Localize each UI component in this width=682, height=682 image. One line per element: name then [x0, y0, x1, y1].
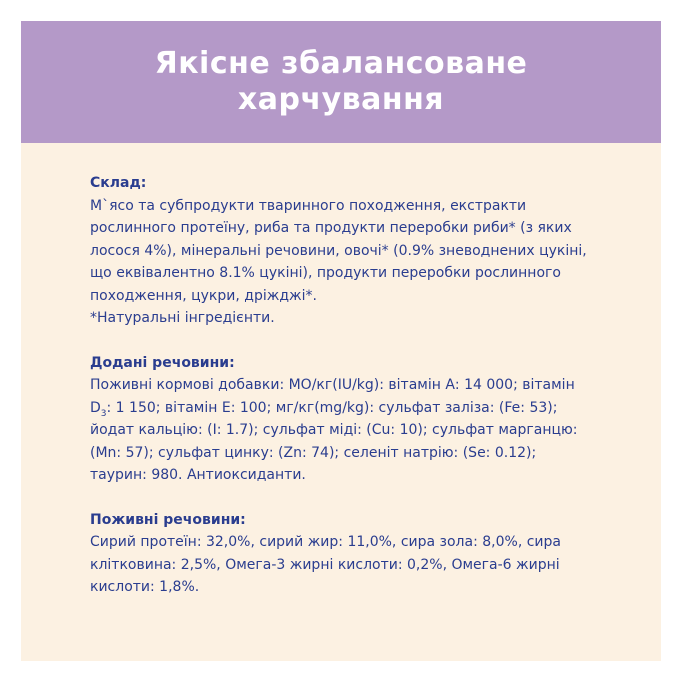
additives-heading: Додані речовини: — [90, 354, 235, 371]
vitamin-d-subscript: 3 — [100, 408, 107, 419]
page-title: Якісне збалансоване харчування — [154, 46, 528, 117]
header-banner — [21, 21, 661, 143]
composition-heading: Склад: — [90, 175, 147, 191]
nutrients-text: Сирий протеїн: 32,0%, сирий жир: 11,0%, сира зола: 8,0%, сира клітковина: 2,5%, Омега-3 жирні кислоти: 0,2%, Омега-6 жирні кислоти: 1,8%. — [90, 534, 561, 595]
additives-text-part2: : 1 150; вітамін Е: 100; мг/кг(mg/kg): сульфат заліза: (Fe: 53); йодат кальцію: (I: 1.7); сульфат міді: (Cu: 10); сульфат марганцю: (Mn: 57); сульфат цинку: (Zn: 74); селеніт натрію: (Se: 0.12); таурин: 980. Антиоксиданти. — [90, 399, 578, 483]
composition-text: М`ясо та субпродукти тваринного походження, екстракти рослинного протеїну, риба та продукти переробки риби* (з яких лосося 4%), мінеральні речовини, овочі* (0.9% зневоднених цукіні, що еквівалентно 8.1% цукіні), продукти переробки рослинного походження, цукри, дріжджі*. — [90, 197, 587, 304]
additives-section — [90, 352, 590, 487]
nutrients-section — [90, 509, 590, 599]
info-card — [21, 21, 661, 661]
additives-text — [90, 374, 590, 487]
content-body — [90, 172, 590, 621]
nutrients-heading: Поживні речовини: — [90, 511, 246, 528]
additives-text-part1: Поживні кормові добавки: МО/кг(IU/kg): вітамін А: 14 000; вітамін D — [90, 377, 575, 416]
composition-section — [90, 172, 590, 330]
composition-note: *Натуральні інгредієнти. — [90, 310, 275, 326]
